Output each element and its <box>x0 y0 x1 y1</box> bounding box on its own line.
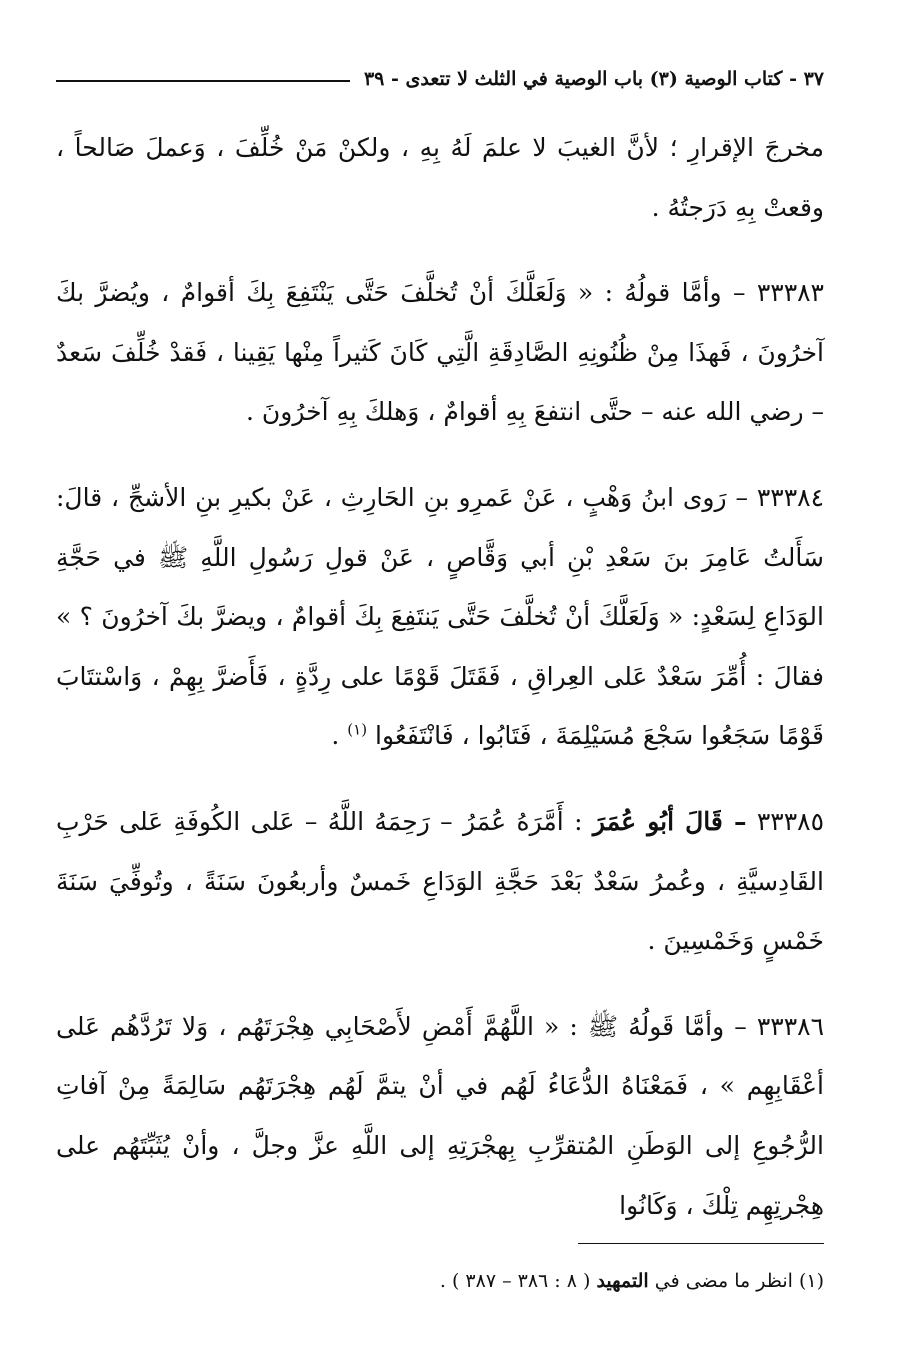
footnote-number: (١) <box>798 1270 824 1292</box>
paragraph-text: – وأمَّا قولُهُ : « وَلَعَلَّكَ أنْ تُخلَّفَ حَتَّى يَنْتَفِعَ بِكَ أقوامٌ ، ويُضرَّ بكَ آخرُونَ ، فَهذَا مِنْ ظُنُونِهِ الصَّادِقَةِ الَّتِي كَانَ كَثيراً مِنْها يَقِينا ، فَقدْ خُلِّفَ سَعدٌ – رضي الله عنه – حتَّى انتفعَ بِهِ أقوامٌ ، وَهلكَ بِهِ آخرُونَ . <box>56 278 824 427</box>
paragraph-33383 <box>56 263 824 442</box>
running-head-rule <box>56 80 350 82</box>
paragraph-number: ٣٣٣٨٣ <box>756 278 824 308</box>
paragraph-33384 <box>56 468 824 766</box>
footnote-text-before: انظر ما مضى في <box>654 1270 793 1292</box>
paragraph-33385 <box>56 792 824 971</box>
paragraph-33386 <box>56 997 824 1235</box>
paragraph-continuation <box>56 118 824 237</box>
paragraph-text: مخرجَ الإقرارِ ؛ لأنَّ الغيبَ لا علمَ لَهُ بِهِ ، ولكنْ مَنْ خُلِّفَ ، وَعملَ صَالحاً ، وقعتْ بِهِ دَرَجتُهُ . <box>56 133 824 222</box>
footnote-reference-title: التمهيد <box>596 1270 649 1292</box>
running-head-title: ٣٧ - كتاب الوصية (٣) باب الوصية في الثلث لا تتعدى - ٣٩ <box>363 68 824 90</box>
paragraph-number: ٣٣٣٨٦ <box>756 1011 825 1041</box>
footnote-text-after: ( ٨ : ٣٨٦ – ٣٨٧ ) . <box>439 1270 591 1292</box>
paragraph-text: – وأمَّا قَولُهُ ﷺ : « اللَّهُمَّ أَمْضِ لأَصْحَابِي هِجْرَتَهُم ، وَلا تَرُدَّهُم عَلى أعْقَابِهِم » ، فَمَعْنَاهُ الدُّعَاءُ لَهُم في أنْ يتمَّ لَهُم هِجْرَتَهُم سَالِمَةً مِنْ آفاتِ الرُّجُوعِ إلى الوَطَنِ المُتقرِّبِ بِهجْرَتِهِ إلى اللَّهِ عزَّ وجلَّ ، وأنْ يُثَبِّتَهُم على هِجْرتِهِم تِلْكَ ، وَكَانُوا <box>56 1011 824 1220</box>
running-head <box>56 62 824 96</box>
paragraph-lead-bold: – قَالَ أبُو عُمَرَ <box>592 806 747 836</box>
paragraph-number: ٣٣٣٨٥ <box>756 806 825 836</box>
paragraph-number: ٣٣٣٨٤ <box>756 482 824 512</box>
main-text <box>56 118 824 1235</box>
paragraph-text: – رَوى ابنُ وَهْبٍ ، عَنْ عَمرِو بنِ الحَارِثِ ، عَنْ بكيرِ بنِ الأشجِّ ، قالَ: سَأَلتُ عَامِرَ بنَ سَعْدِ بْنِ أبي وَقَّاصٍ ، عَنْ قولِ رَسُولِ اللَّهِ ﷺ في حَجَّةِ الوَدَاعِ لِسَعْدٍ: « وَلَعَلَّكَ أنْ تُخلَّفَ حَتَّى يَنتَفِعَ بِكَ أقوامٌ ، ويضرَّ بكَ آخرُونَ ؟ » فقالَ : أُمِّرَ سَعْدٌ عَلى العِراقِ ، فَقَتَلَ قَوْمًا على رِدَّةٍ ، فَأَضرَّ بِهِمْ ، وَاسْتتَابَ قَوْمًا سَجَعُوا سَجْعَ مُسَيْلِمَةَ ، فَتَابُوا ، فَانْتَفَعُوا <box>56 482 824 751</box>
paragraph-text: : أَمَّرَهُ عُمَرُ – رَحِمَهُ اللَّهُ – عَلى الكُوفَةِ عَلى حَرْبِ القَادِسيَّةِ ، وعُمرُ سَعْدٌ بَعْدَ حَجَّةِ الوَدَاعِ خَمسٌ وأربعُونَ سَنَةً ، وتُوفِّيَ سَنَةَ خَمْسٍ وَخَمْسِينَ . <box>56 806 824 956</box>
footnote-rule <box>578 1243 824 1244</box>
paragraph-tail: . <box>331 721 340 751</box>
footnote <box>56 1266 824 1296</box>
footnote-marker: (١) <box>347 721 368 740</box>
